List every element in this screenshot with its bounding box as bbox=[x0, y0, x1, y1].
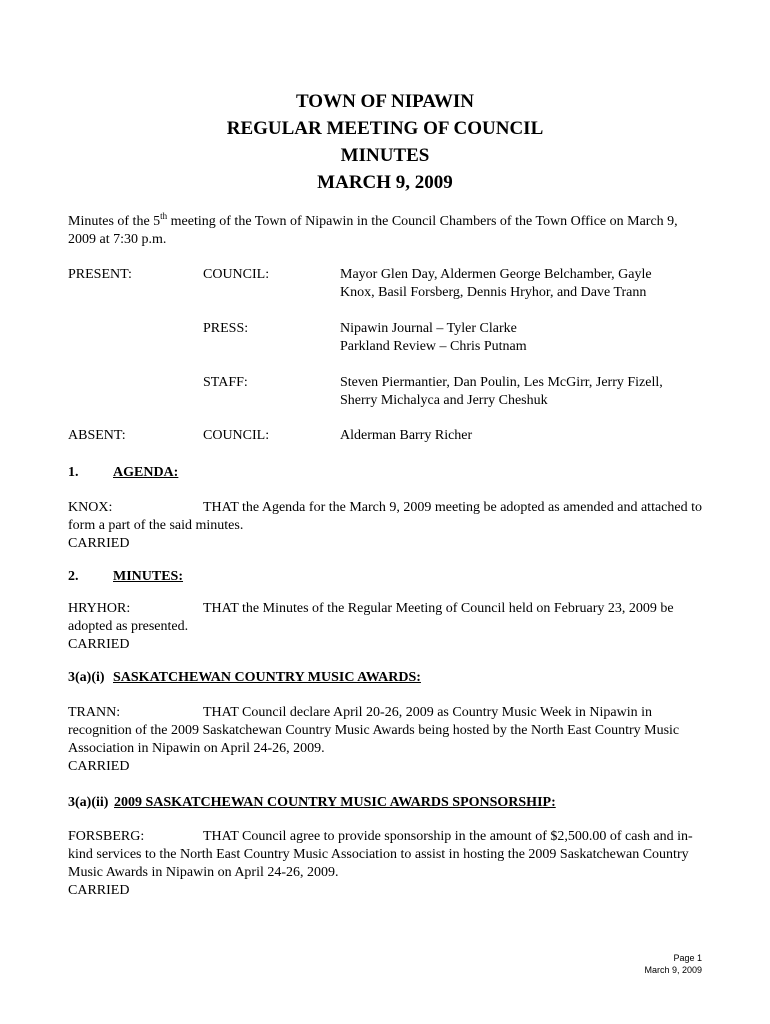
footer-date: March 9, 2009 bbox=[644, 965, 702, 975]
motion-mover: KNOX: bbox=[68, 500, 113, 515]
motion-mover: HRYHOR: bbox=[68, 601, 131, 616]
item-heading bbox=[68, 464, 178, 482]
attendance-name-line: Parkland Review – Chris Putnam bbox=[340, 339, 527, 354]
attendance-group: STAFF: bbox=[203, 375, 248, 390]
attendance-name-line: Knox, Basil Forsberg, Dennis Hryhor, and Dave Trann bbox=[340, 285, 647, 300]
motion-result: CARRIED bbox=[68, 759, 130, 774]
motion-result: CARRIED bbox=[68, 883, 130, 898]
attendance-names bbox=[340, 374, 710, 410]
motion-result: CARRIED bbox=[68, 536, 130, 551]
title-town: TOWN OF NIPAWIN bbox=[295, 91, 475, 112]
item-heading bbox=[68, 794, 556, 812]
motion-result: CARRIED bbox=[68, 637, 130, 652]
intro-prefix: Minutes of the 5 bbox=[68, 214, 161, 229]
attendance-name-line: Sherry Michalyca and Jerry Cheshuk bbox=[340, 393, 548, 408]
attendance-group: COUNCIL: bbox=[203, 267, 270, 282]
item-number: 3(a)(ii) bbox=[68, 795, 109, 810]
page-footer bbox=[644, 952, 702, 976]
item-heading bbox=[68, 669, 421, 687]
motion-text: THAT the Agenda for the March 9, 2009 meeting be adopted as amended and attached to form a part of the said minutes. bbox=[68, 500, 702, 533]
item-number: 3(a)(i) bbox=[68, 670, 105, 685]
motion-paragraph bbox=[68, 704, 702, 758]
attendance-name-line: Mayor Glen Day, Aldermen George Belchamber, Gayle bbox=[340, 267, 652, 282]
item-heading bbox=[68, 568, 183, 586]
attendance-name-line: Nipawin Journal – Tyler Clarke bbox=[340, 321, 517, 336]
intro-paragraph bbox=[68, 213, 708, 249]
attendance-name-line: Steven Piermantier, Dan Poulin, Les McGirr, Jerry Fizell, bbox=[340, 375, 663, 390]
motion-text: THAT the Minutes of the Regular Meeting of Council held on February 23, 2009 be adopted as presented. bbox=[68, 601, 674, 634]
document-title bbox=[0, 88, 770, 196]
footer-page-number: Page 1 bbox=[673, 953, 702, 963]
attendance-group: COUNCIL: bbox=[203, 428, 270, 443]
attendance-label: ABSENT: bbox=[68, 428, 126, 443]
title-date: MARCH 9, 2009 bbox=[317, 172, 453, 193]
attendance-group: PRESS: bbox=[203, 321, 249, 336]
item-title: SASKATCHEWAN COUNTRY MUSIC AWARDS: bbox=[113, 670, 421, 685]
motion-paragraph bbox=[68, 828, 702, 882]
item-title: MINUTES: bbox=[113, 569, 184, 584]
motion-paragraph bbox=[68, 600, 702, 636]
attendance-names bbox=[340, 266, 710, 302]
title-meeting: REGULAR MEETING OF COUNCIL bbox=[226, 118, 544, 139]
intro-suffix: meeting of the Town of Nipawin in the Council Chambers of the Town Office on March 9, 2009 at 7:30 p.m. bbox=[68, 214, 678, 247]
motion-paragraph bbox=[68, 499, 702, 535]
item-title: AGENDA: bbox=[113, 465, 179, 480]
title-minutes: MINUTES bbox=[340, 145, 430, 166]
motion-text: THAT Council agree to provide sponsorship in the amount of $2,500.00 of cash and in-kind services to the North East Country Music Association to assist in hosting the 2009 Saskatchewan Country Music Awards in Nipawin on April 24-26, 2009. bbox=[68, 829, 693, 880]
motion-mover: TRANN: bbox=[68, 705, 121, 720]
motion-text: THAT Council declare April 20-26, 2009 as Country Music Week in Nipawin in recognition of the 2009 Saskatchewan Country Music Awards being hosted by the North East Country Music Association in Nipawin on April 24-26, 2009. bbox=[68, 705, 680, 756]
intro-ordinal: th bbox=[160, 211, 168, 221]
attendance-label: PRESENT: bbox=[68, 267, 132, 282]
attendance-names bbox=[340, 427, 710, 445]
attendance-name-line: Alderman Barry Richer bbox=[340, 428, 473, 443]
item-number: 1. bbox=[68, 465, 79, 480]
motion-mover: FORSBERG: bbox=[68, 829, 145, 844]
attendance-names bbox=[340, 320, 710, 356]
item-title: 2009 SASKATCHEWAN COUNTRY MUSIC AWARDS SPONSORSHIP: bbox=[114, 795, 556, 810]
item-number: 2. bbox=[68, 569, 79, 584]
